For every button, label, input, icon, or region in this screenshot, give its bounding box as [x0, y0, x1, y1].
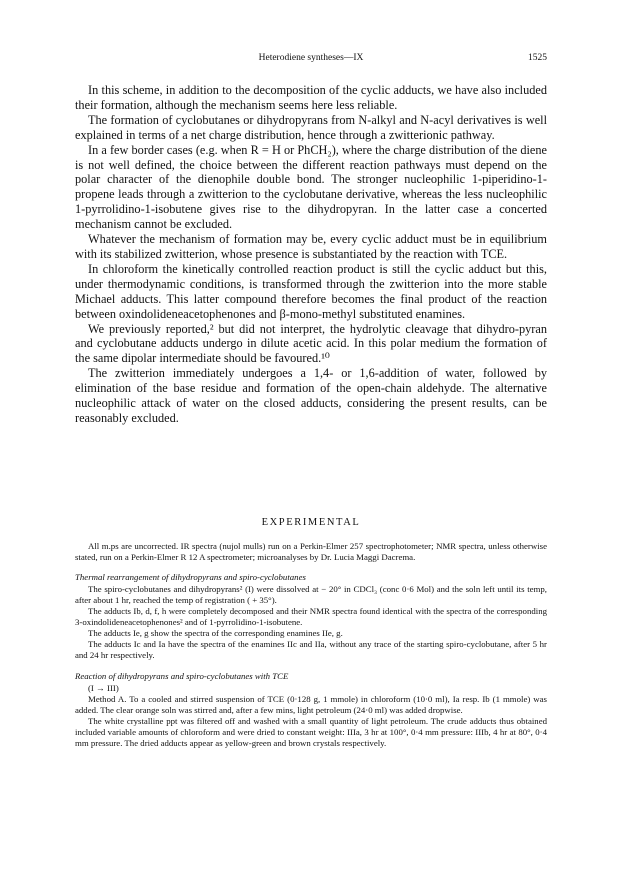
experimental-section	[75, 541, 547, 749]
experimental-paragraph: The white crystalline ppt was filtered off and washed with a small quantity of light petroleum. The crude adducts thus obtained included variable amounts of chloroform and were dried to constant weight: IIIa, 3 hr at 100°, 0·4 mm pressure: IIIb, 4 hr at 80°, 0·4 mm pressure. The dried adducts appear as yellow-green and brown crystals respectively.	[75, 716, 547, 748]
body-paragraph: Whatever the mechanism of formation may be, every cyclic adduct must be in equilibrium with its stabilized zwitterion, whose presence is substantiated by the reaction with TCE.	[75, 232, 547, 261]
experimental-paragraph: Method A. To a cooled and stirred suspension of TCE (0·128 g, 1 mmole) in chloroform (10·0 ml), Ia resp. Ib (1 mmole) was added. The clear orange soln was stirred and, after a few mins, light petroleum (24·0 ml) was added dropwise.	[75, 694, 547, 715]
experimental-heading: EXPERIMENTAL	[261, 517, 361, 528]
body-paragraph: The formation of cyclobutanes or dihydropyrans from N-alkyl and N-acyl derivatives is well explained in terms of a net charge distribution, hence through a zwitterionic pathway.	[75, 112, 547, 142]
experimental-paragraph: The adducts Ib, d, f, h were completely decomposed and their NMR spectra found identical with the spectra of the corresponding 3-oxindolideneacetophenones² and of 1-pyrrolidino-1-isobutene.	[75, 606, 547, 627]
experimental-paragraph: The adducts Ie, g show the spectra of the corresponding enamines IIe, g.	[88, 628, 343, 638]
page-number: 1525	[528, 53, 547, 63]
experimental-intro: All m.ps are uncorrected. IR spectra (nujol mulls) run on a Perkin-Elmer 257 spectrophotometer; NMR spectra, unless otherwise stated, run on a Perkin-Elmer R 12 A spectrometer; microanalyses by Dr. Lucia Maggi Dacrema.	[75, 541, 547, 562]
running-title: Heterodiene syntheses—IX	[258, 53, 364, 63]
body-paragraph: The zwitterion immediately undergoes a 1,4- or 1,6-addition of water, followed by elimination of the base residue and formation of the open-chain aldehyde. The alternative nucleophilic attack of water on the closed adducts, considering the present results, can be reasonably excluded.	[75, 366, 547, 425]
running-header	[75, 53, 547, 67]
experimental-paragraph: The spiro-cyclobutanes and dihydropyrans² (I) were dissolved at − 20° in CDCl₃ (conc 0·6 Mol) and the soln left until its temp, after about 1 hr, reached the temp of registration ( + 35°).	[75, 584, 547, 605]
body-paragraph: In this scheme, in addition to the decomposition of the cyclic adducts, we have also included their formation, although the mechanism seems here less reliable.	[75, 83, 547, 112]
body-text	[75, 83, 547, 426]
body-paragraph: In chloroform the kinetically controlled reaction product is still the cyclic adduct but this, under thermodynamic conditions, is transformed through the zwitterion into the more stable Michael adducts. This latter compound therefore becomes the final product of the reaction between oxindolideneacetophenones and β-mono-methyl substituted enamines.	[75, 261, 547, 321]
subsection-title: Thermal rearrangement of dihydropyrans and spiro-cyclobutanes	[75, 572, 306, 582]
reaction-equation: (I → III)	[88, 683, 119, 693]
body-paragraph: We previously reported,² but did not interpret, the hydrolytic cleavage that dihydro-pyran and cyclobutane adducts undergo in dilute acetic acid. In this polar medium the formation of the same dipolar intermediate should be favoured.¹⁰	[75, 321, 547, 366]
experimental-paragraph: The adducts Ic and Ia have the spectra of the enamines IIc and IIa, without any trace of the starting spiro-cyclobutane, after 5 hr and 24 hr respectively.	[75, 639, 547, 660]
body-paragraph: In a few border cases (e.g. when R = H or PhCH₂), where the charge distribution of the diene is not well defined, the choice between the different reaction pathways must depend on the polar character of the dienophile double bond. The stronger nucleophilic 1-piperidino-1-propene leads through a zwitterion to the cyclobutane derivative, whereas the less nucleophilic 1-pyrrolidino-1-isobutene gives rise to the dihydropyran. In the latter case a concerted mechanism cannot be excluded.	[75, 142, 547, 232]
subsection-title: Reaction of dihydropyrans and spiro-cyclobutanes with TCE	[75, 671, 289, 681]
